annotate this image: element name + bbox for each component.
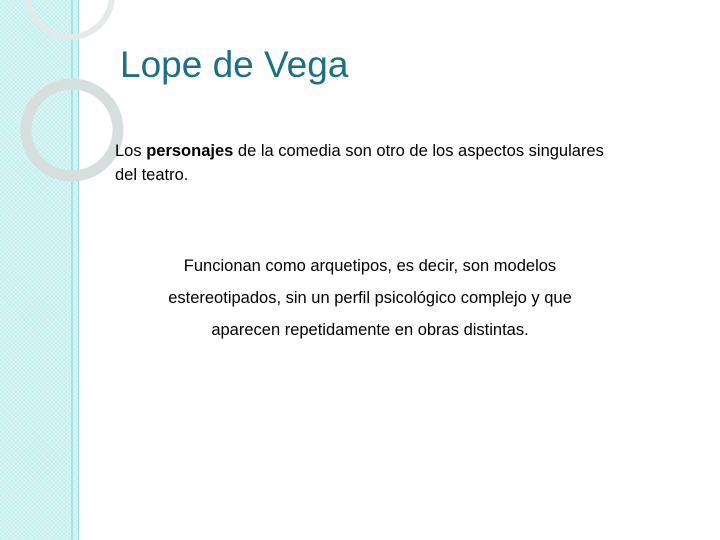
decorative-circle-ring [26, 84, 118, 176]
decorative-circle-top [28, 0, 112, 37]
body-line-2: estereotipados, sin un perfil psicológico complejo y que [168, 289, 572, 307]
intro-paragraph [115, 139, 615, 187]
intro-suffix: de la comedia son otro de los aspectos singulares del teatro. [115, 142, 604, 184]
intro-prefix: Los [115, 142, 147, 160]
slide-title: Lope de Vega [120, 44, 349, 85]
decorative-circles-icon [0, 0, 160, 220]
body-line-3: aparecen repetidamente en obras distintas. [211, 321, 529, 339]
body-line-1: Funcionan como arquetipos, es decir, son modelos [183, 257, 557, 275]
intro-bold-term: personajes [146, 142, 234, 160]
